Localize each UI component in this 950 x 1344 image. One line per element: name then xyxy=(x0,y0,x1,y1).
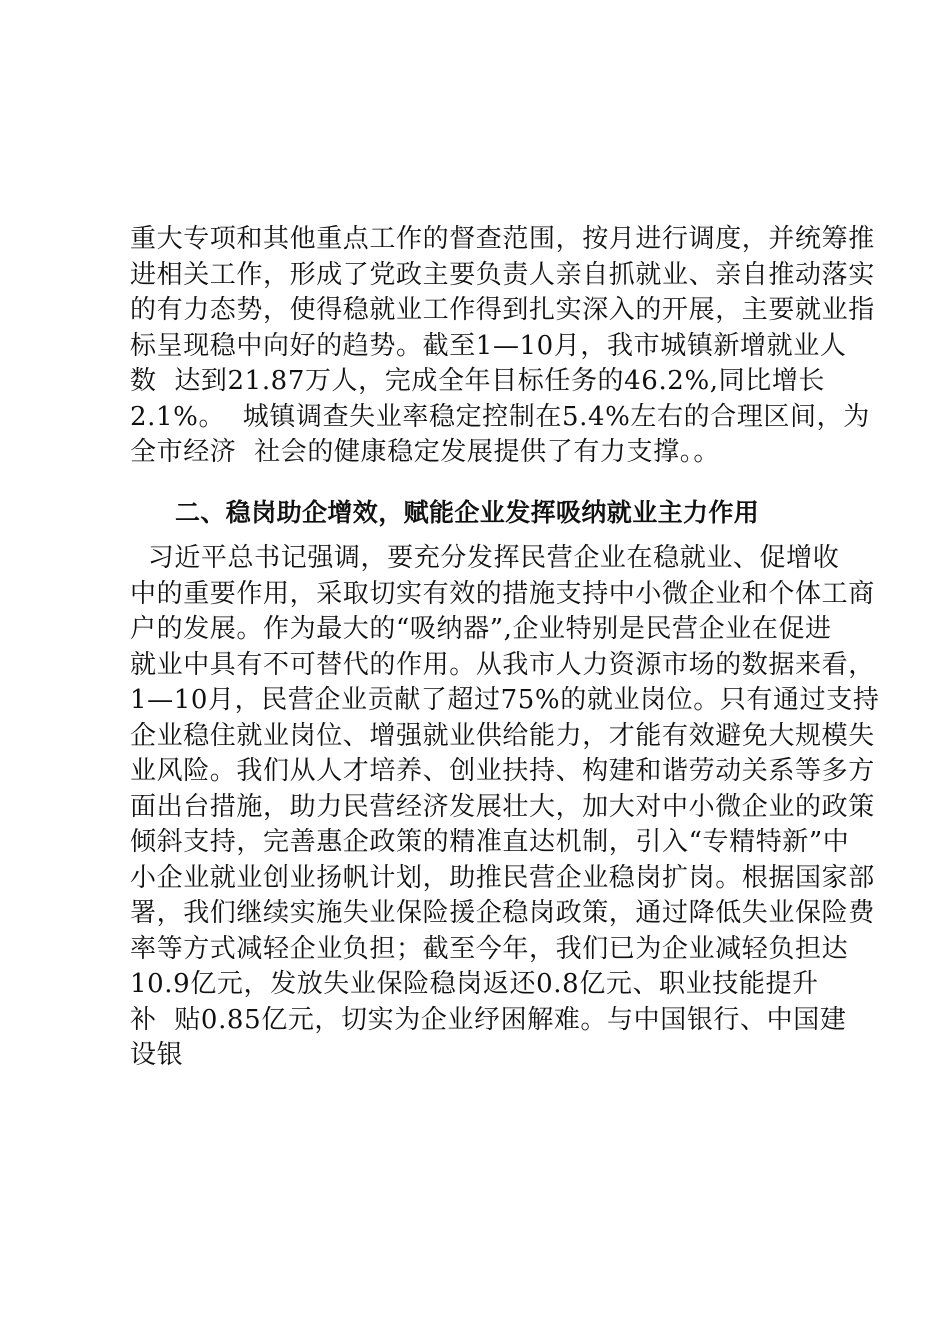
paragraph-body xyxy=(130,541,880,1074)
text-line: 2.1%。 城镇调查失业率稳定控制在5.4%左右的合理区间，为 xyxy=(130,401,870,432)
text-line: 中的重要作用，采取切实有效的措施支持中小微企业和个体工商 xyxy=(130,578,875,609)
text-line: 全市经济 社会的健康稳定发展提供了有力支撑。。 xyxy=(130,437,720,467)
paragraph-continuation xyxy=(130,222,875,471)
text-line: 倾斜支持，完善惠企政策的精准直达机制，引入“专精特新”中 xyxy=(130,827,850,857)
text-line: 进相关工作，形成了党政主要负责人亲自抓就业、亲自推动落实 xyxy=(130,259,875,290)
text-line: 业风险。我们从人才培养、创业扶持、构建和谐劳动关系等多方 xyxy=(130,756,875,786)
text-line: 户的发展。作为最大的“吸纳器”,企业特别是民营企业在促进 xyxy=(130,614,832,644)
text-line: 标呈现稳中向好的趋势。截至1—10月，我市城镇新增就业人 xyxy=(130,330,847,361)
text-line: 1—10月，民营企业贡献了超过75%的就业岗位。只有通过支持 xyxy=(130,685,880,715)
text-line: 的有力态势，使得稳就业工作得到扎实深入的开展，主要就业指 xyxy=(130,295,875,325)
text-line: 设银 xyxy=(130,1040,184,1070)
text-line: 就业中具有不可替代的作用。从我市人力资源市场的数据来看， xyxy=(130,649,875,680)
text-line: 习近平总书记强调，要充分发挥民营企业在稳就业、促增收 xyxy=(130,543,840,573)
text-line: 企业稳住就业岗位、增强就业供给能力，才能有效避免大规模失 xyxy=(130,720,875,751)
text-line: 小企业就业创业扬帆计划，助推民营企业稳岗扩岗。根据国家部 xyxy=(130,862,875,893)
text-line: 补 贴0.85亿元，切实为企业纾困解难。与中国银行、中国建 xyxy=(130,1004,847,1035)
text-line: 率等方式减轻企业负担；截至今年，我们已为企业减轻负担达 xyxy=(130,933,849,964)
text-line: 署，我们继续实施失业保险援企稳岗政策，通过降低失业保险费 xyxy=(130,898,875,928)
text-line: 数 达到21.87万人，完成全年目标任务的46.2%,同比增长 xyxy=(130,366,826,396)
section-heading: 二、稳岗助企增效，赋能企业发挥吸纳就业主力作用 xyxy=(175,498,760,527)
text-line: 面出台措施，助力民营经济发展壮大，加大对中小微企业的政策 xyxy=(130,791,875,822)
text-line: 10.9亿元，发放失业保险稳岗返还0.8亿元、职业技能提升 xyxy=(130,969,819,999)
text-line: 重大专项和其他重点工作的督查范围，按月进行调度，并统筹推 xyxy=(130,224,875,254)
